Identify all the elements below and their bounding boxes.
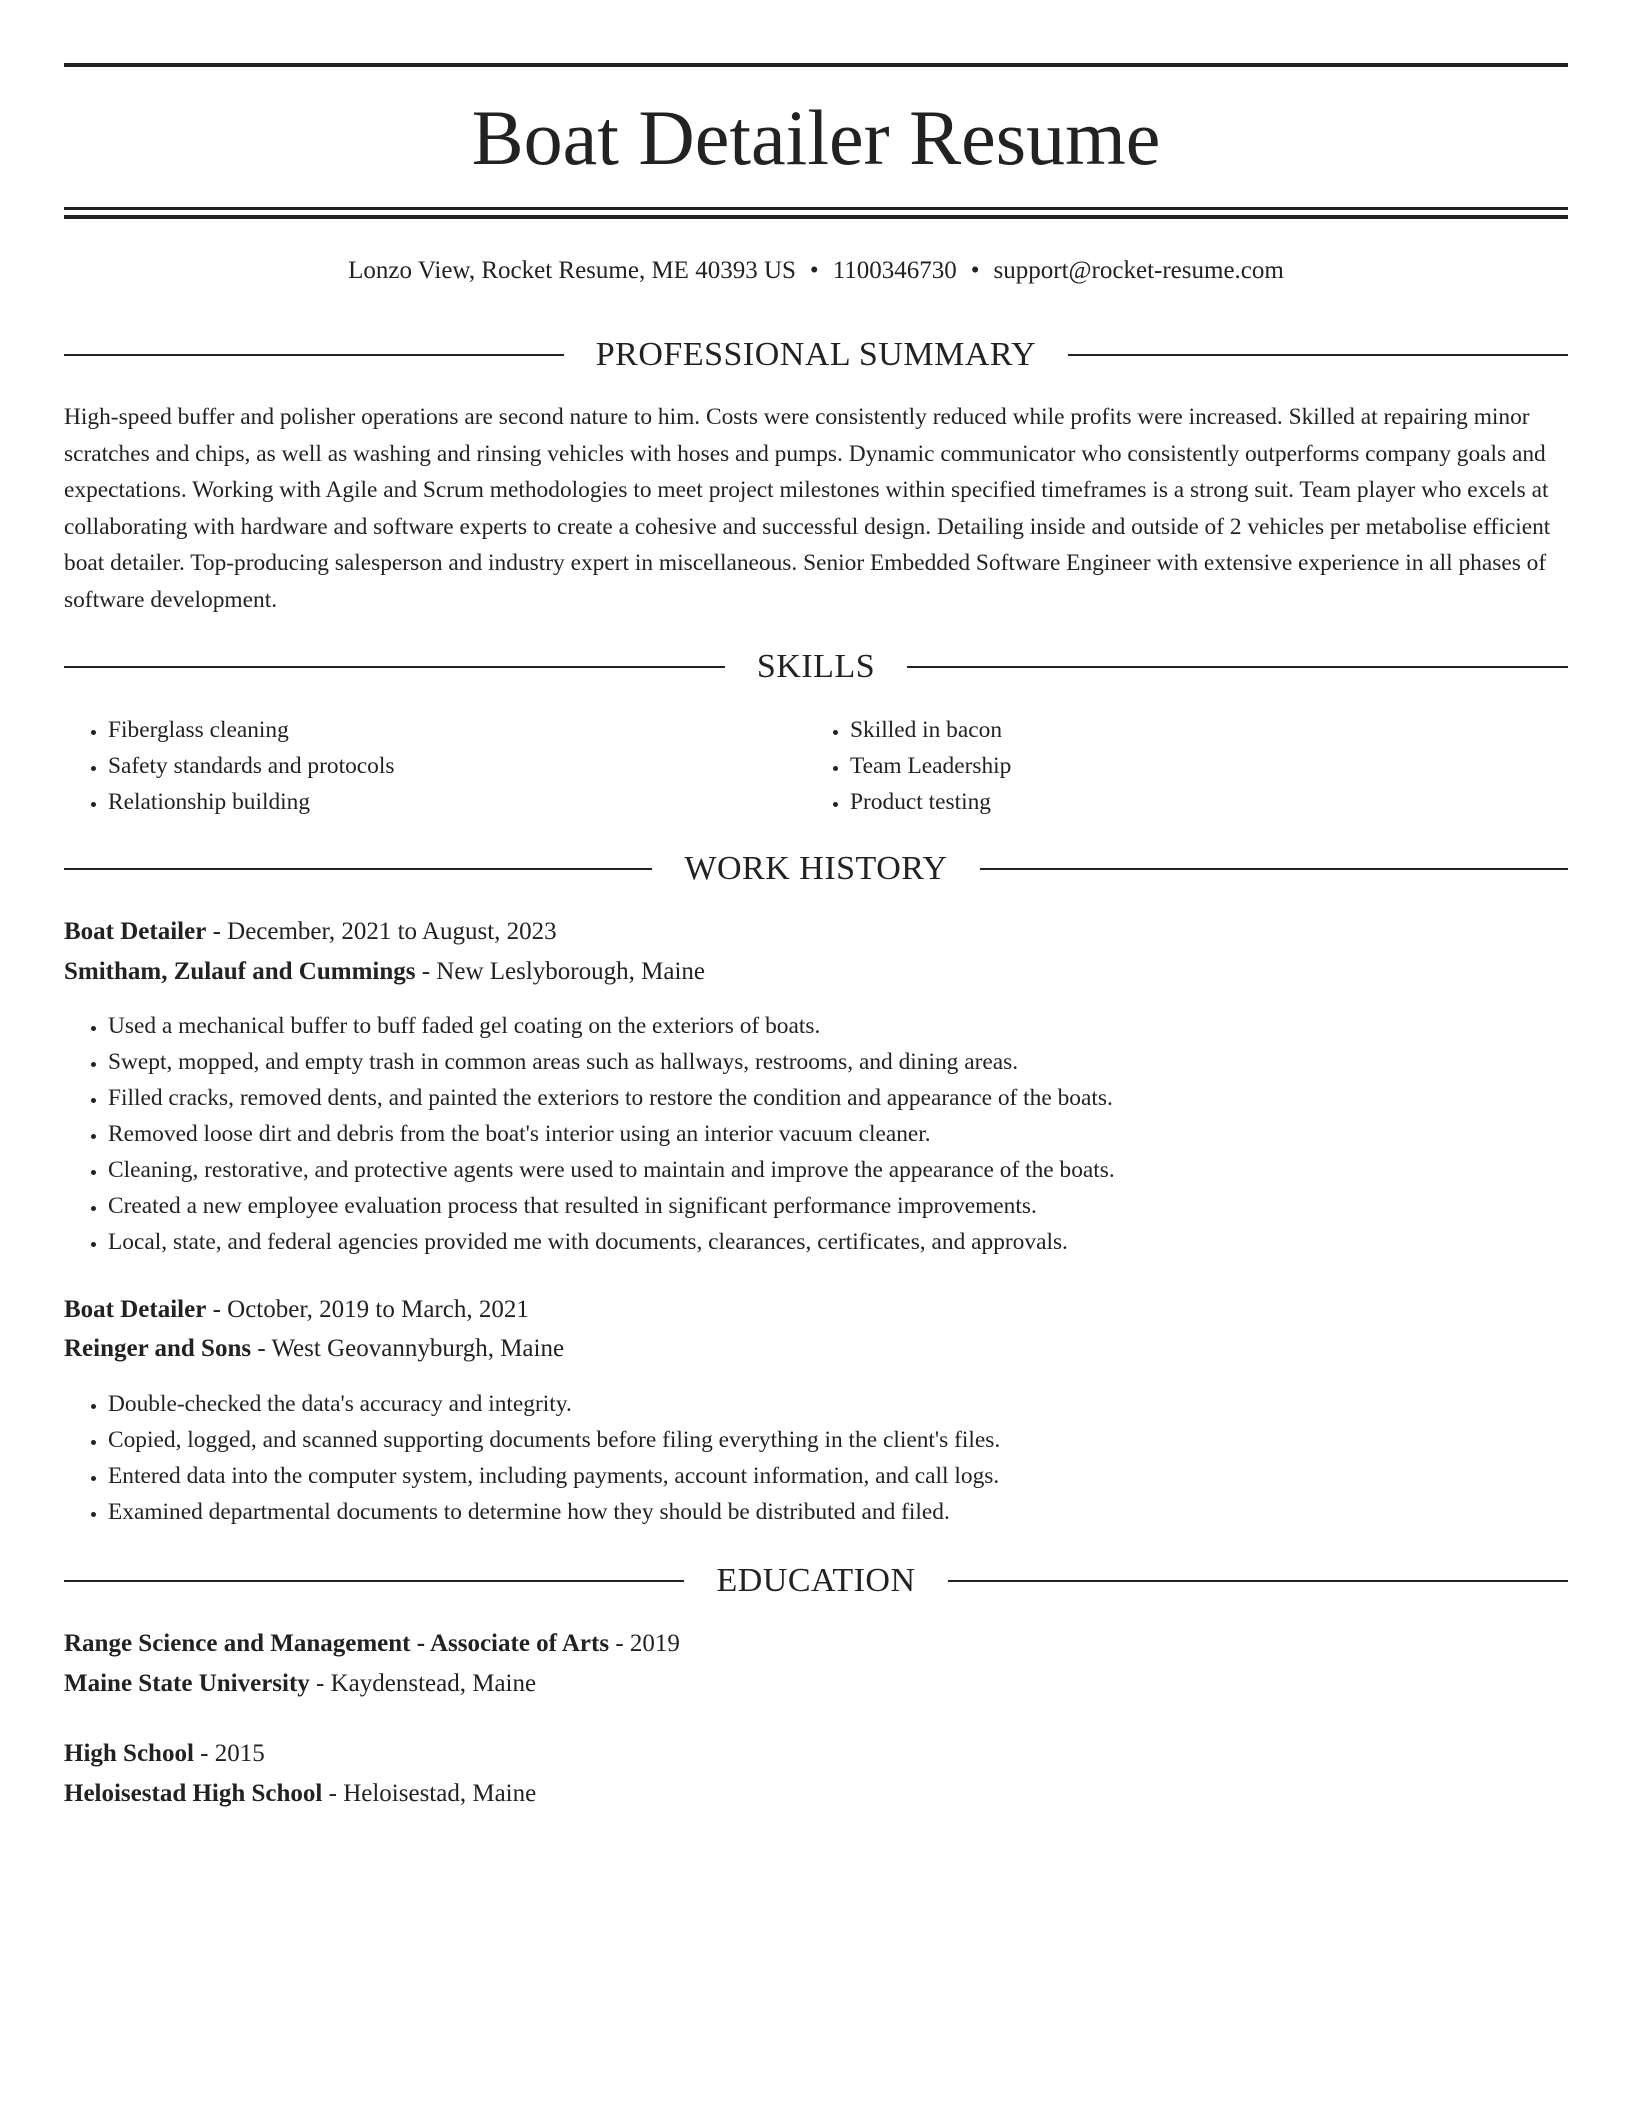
contact-separator: • bbox=[970, 257, 980, 284]
school-location: - Kaydenstead, Maine bbox=[309, 1670, 537, 1697]
section-title: PROFESSIONAL SUMMARY bbox=[595, 336, 1037, 373]
job-title-line bbox=[64, 912, 1568, 952]
job-dates: - October, 2019 to March, 2021 bbox=[206, 1296, 529, 1323]
skill-item: • Fiberglass cleaning bbox=[108, 712, 806, 748]
heading-rule-left bbox=[64, 354, 564, 356]
work-section-heading bbox=[64, 847, 1568, 891]
job-duties-list bbox=[64, 1386, 1612, 1530]
job-duty: • Examined departmental documents to determine how they should be distributed and filed. bbox=[108, 1494, 1612, 1530]
degree-line bbox=[64, 1624, 1568, 1664]
job-dates: - December, 2021 to August, 2023 bbox=[206, 918, 557, 945]
job-company: Smitham, Zulauf and Cummings bbox=[64, 958, 416, 985]
resume-title: Boat Detailer Resume bbox=[471, 94, 1161, 181]
school-line bbox=[64, 1664, 1568, 1704]
degree-line bbox=[64, 1734, 1568, 1774]
job-company: Reinger and Sons bbox=[64, 1335, 252, 1362]
job-duties-list bbox=[64, 1008, 1612, 1260]
contact-email: support@rocket-resume.com bbox=[993, 257, 1284, 284]
skill-item: • Team Leadership bbox=[850, 748, 1548, 784]
school-line bbox=[64, 1774, 1568, 1814]
education-section-heading bbox=[64, 1559, 1568, 1603]
job-duty: • Entered data into the computer system, including payments, account information, and call logs. bbox=[108, 1458, 1612, 1494]
degree-name: High School bbox=[64, 1740, 194, 1767]
job-title: Boat Detailer bbox=[64, 918, 207, 945]
top-rule bbox=[64, 63, 1568, 67]
skill-item: • Skilled in bacon bbox=[850, 712, 1548, 748]
skill-item: • Relationship building bbox=[108, 784, 806, 820]
contact-line bbox=[64, 253, 1568, 289]
school-location: - Heloisestad, Maine bbox=[322, 1780, 537, 1807]
section-title: EDUCATION bbox=[716, 1562, 916, 1599]
summary-text: High-speed buffer and polisher operations are second nature to him. Costs were consistently reduced while profits were increased. Skilled at repairing minor scratches and chips, as well as washing and rinsing vehicles with hoses and pumps. Dynamic communicator who consistently outperforms company goals and expectations. Working with Agile and Scrum methodologies to meet project milestones within specified timeframes is a strong suit. Team player who excels at collaborating with hardware and software experts to create a cohesive and successful design. Detailing inside and outside of 2 vehicles per metabolise efficient boat detailer. Top-producing salesperson and industry expert in miscellaneous. Senior Embedded Software Engineer with extensive experience in all phases of software development. bbox=[64, 404, 1551, 613]
job-duty: • Filled cracks, removed dents, and painted the exteriors to restore the condition and appearance of the boats. bbox=[108, 1080, 1612, 1116]
job-location: - West Geovannyburgh, Maine bbox=[251, 1335, 565, 1362]
skill-item: • Safety standards and protocols bbox=[108, 748, 806, 784]
contact-separator: • bbox=[809, 257, 819, 284]
job-title: Boat Detailer bbox=[64, 1296, 207, 1323]
title-underline-thin bbox=[64, 207, 1568, 210]
skills-column-right bbox=[806, 712, 1548, 820]
job-duty: • Removed loose dirt and debris from the boat's interior using an interior vacuum cleaner. bbox=[108, 1116, 1612, 1152]
degree-name: Range Science and Management - Associate of Arts bbox=[64, 1630, 610, 1657]
degree-year: - 2019 bbox=[609, 1630, 680, 1657]
contact-address: Lonzo View, Rocket Resume, ME 40393 US bbox=[348, 257, 796, 284]
job-duty: • Cleaning, restorative, and protective agents were used to maintain and improve the appearance of the boats. bbox=[108, 1152, 1612, 1188]
job-title-line bbox=[64, 1290, 1568, 1330]
job-duty: • Created a new employee evaluation process that resulted in significant performance improvements. bbox=[108, 1188, 1612, 1224]
job-location: - New Leslyborough, Maine bbox=[415, 958, 705, 985]
school-name: Maine State University bbox=[64, 1670, 310, 1697]
section-title: SKILLS bbox=[756, 648, 876, 685]
skills-column-left bbox=[64, 712, 806, 820]
job-company-line bbox=[64, 1329, 1568, 1369]
skills-list bbox=[64, 712, 1568, 820]
title-underline-thick bbox=[64, 215, 1568, 219]
heading-rule-right bbox=[948, 1580, 1568, 1582]
job-company-line bbox=[64, 952, 1568, 992]
summary-section-heading bbox=[64, 333, 1568, 377]
school-name: Heloisestad High School bbox=[64, 1780, 323, 1807]
heading-rule-right bbox=[1068, 354, 1568, 356]
heading-rule-right bbox=[980, 868, 1568, 870]
degree-year: - 2015 bbox=[193, 1740, 265, 1767]
skills-section-heading bbox=[64, 645, 1568, 689]
job-duty: • Local, state, and federal agencies provided me with documents, clearances, certificates, and approvals. bbox=[108, 1224, 1612, 1260]
job-duty: • Copied, logged, and scanned supporting documents before filing everything in the client's files. bbox=[108, 1422, 1612, 1458]
heading-rule-left bbox=[64, 1580, 684, 1582]
heading-rule-left bbox=[64, 868, 652, 870]
job-duty: • Double-checked the data's accuracy and integrity. bbox=[108, 1386, 1612, 1422]
job-duty: • Swept, mopped, and empty trash in common areas such as hallways, restrooms, and dining areas. bbox=[108, 1044, 1612, 1080]
contact-phone: 1100346730 bbox=[832, 257, 957, 284]
section-title: WORK HISTORY bbox=[684, 850, 948, 887]
skill-item: • Product testing bbox=[850, 784, 1548, 820]
heading-rule-right bbox=[907, 666, 1568, 668]
job-duty: • Used a mechanical buffer to buff faded gel coating on the exteriors of boats. bbox=[108, 1008, 1612, 1044]
heading-rule-left bbox=[64, 666, 725, 668]
